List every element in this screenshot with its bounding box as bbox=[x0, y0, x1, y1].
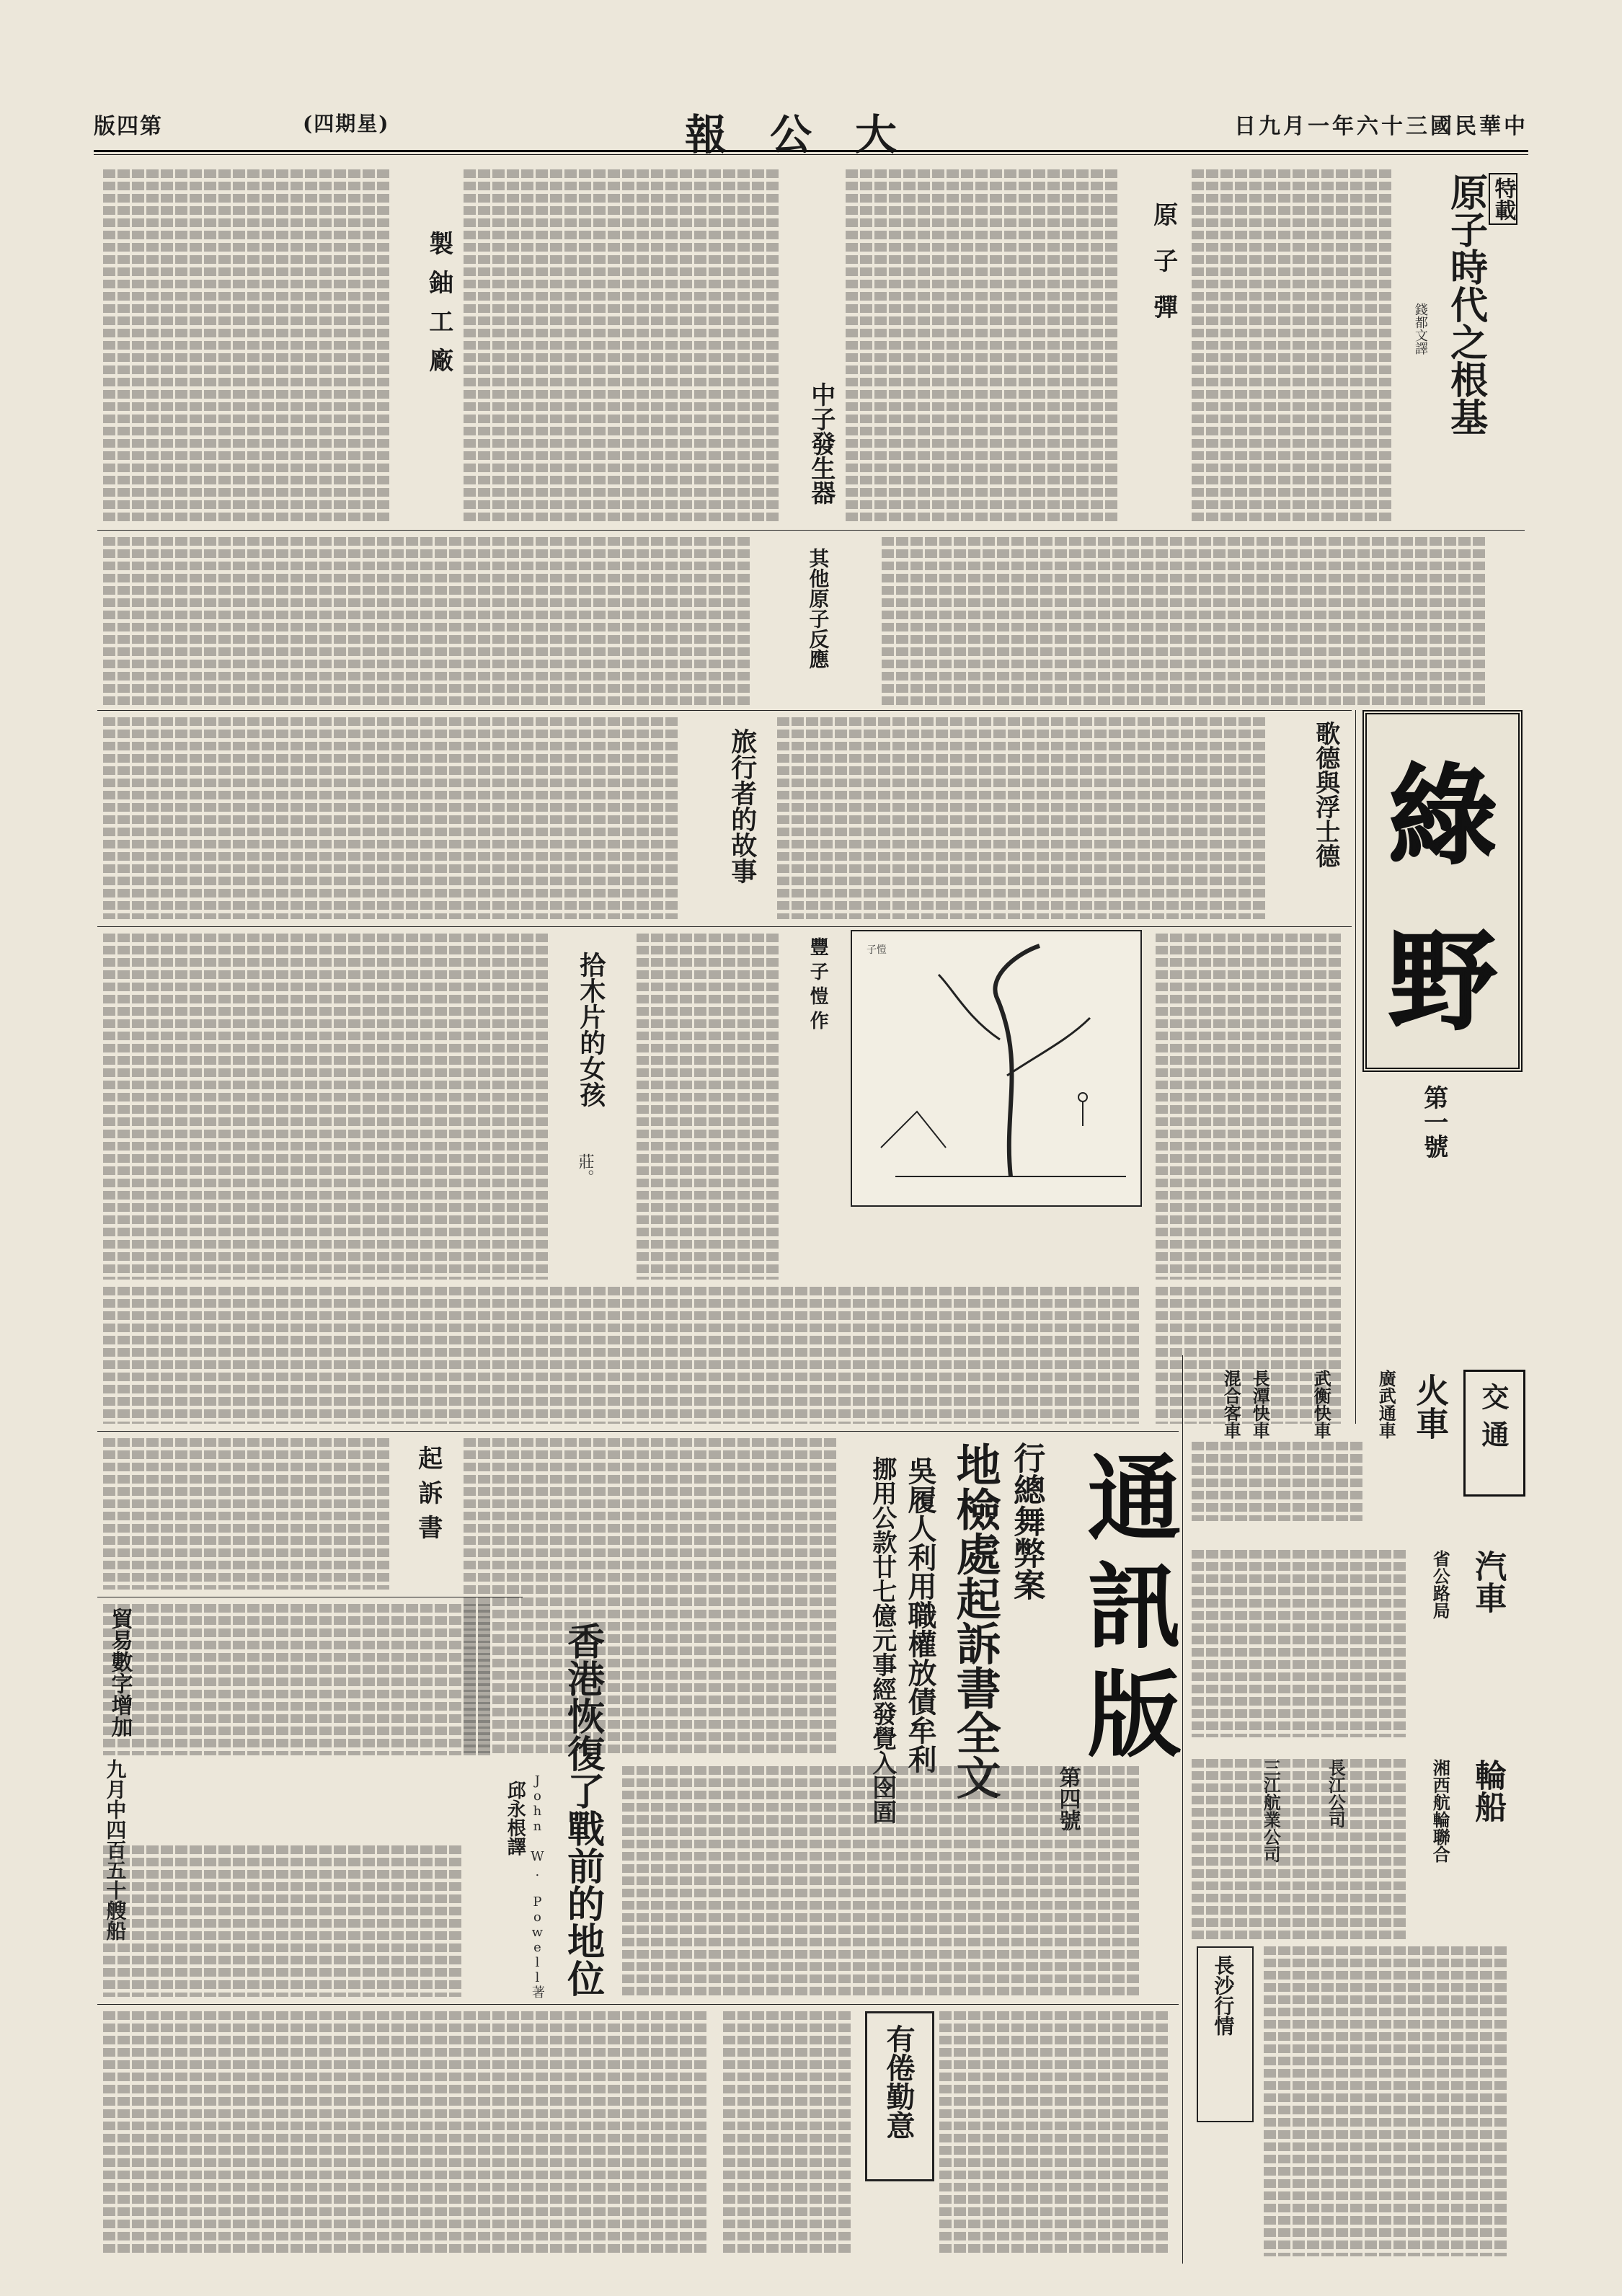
bus-schedule bbox=[1189, 1550, 1420, 1737]
bus-company: 省公路局 bbox=[1430, 1550, 1451, 1619]
headline-3: 吳履人利用職權放債牟利 bbox=[903, 1456, 937, 1773]
bottom-body-left bbox=[101, 2011, 714, 2256]
masthead-rule bbox=[94, 150, 1528, 152]
goethe-title: 歌德與浮士德 bbox=[1311, 721, 1340, 868]
train-heading: 火車 bbox=[1411, 1373, 1450, 1440]
market-prices bbox=[1262, 1946, 1521, 2256]
special-body-3 bbox=[461, 169, 793, 523]
subhead-factory: 製鈾工廠 bbox=[424, 231, 453, 386]
masthead-rule-thin bbox=[94, 154, 1528, 155]
special-body-4 bbox=[101, 169, 411, 523]
headline-4: 挪用公款廿七億元事經發覺入囹圄 bbox=[867, 1456, 897, 1824]
ad-1-text: 有倦勤意 bbox=[882, 2024, 916, 2140]
tongxun-title: 通訊版 bbox=[1072, 1449, 1182, 1773]
bottom-body-mid bbox=[721, 2011, 858, 2256]
issue-date: 日九月一年六十三國民華中 bbox=[1234, 114, 1528, 139]
svg-text:子愷: 子愷 bbox=[867, 944, 887, 956]
green-field-body-bottom bbox=[101, 1287, 1139, 1424]
train-wuheng: 武衡快車 bbox=[1311, 1370, 1332, 1439]
ship-heading: 輪船 bbox=[1469, 1759, 1507, 1822]
indictment-body bbox=[101, 1438, 404, 1590]
green-field-char-2: 野 bbox=[1388, 920, 1497, 1045]
wood-body bbox=[101, 934, 562, 1280]
bottom-body-right bbox=[937, 2011, 1175, 2256]
trade-title: 貿易數字增加 bbox=[107, 1608, 133, 1737]
green-field-char-1: 綠 bbox=[1388, 754, 1497, 879]
subhead-other: 其他原子反應 bbox=[806, 548, 830, 669]
train-changtan: 長潭快車 bbox=[1249, 1370, 1271, 1439]
sketch-illustration bbox=[851, 930, 1142, 1207]
hk-author: John W. Powell著 bbox=[529, 1773, 545, 1998]
page-label: 版四第 bbox=[94, 114, 163, 139]
ship-schedule bbox=[1189, 1759, 1420, 1939]
subhead-neutron: 中子發生器 bbox=[806, 382, 836, 505]
goethe-body bbox=[775, 717, 1301, 919]
hk-title: 香港恢復了戰前的地位 bbox=[560, 1622, 605, 1997]
special-title: 原子時代之根基 bbox=[1443, 173, 1488, 435]
transport-tag: 交通 bbox=[1476, 1383, 1510, 1458]
weekday: (四期星) bbox=[303, 112, 390, 136]
ship-company: 湘西航輪聯合 bbox=[1430, 1759, 1451, 1863]
special-body-1 bbox=[1189, 169, 1406, 523]
special-body-6 bbox=[101, 537, 793, 706]
special-body-2 bbox=[843, 169, 1132, 523]
green-field-body-right bbox=[1153, 934, 1348, 1280]
wood-author: 莊。 bbox=[576, 1153, 595, 1185]
trade-sub: 九月中四百五十艘船 bbox=[103, 1759, 128, 1941]
market-box bbox=[1197, 1946, 1254, 2122]
special-body-5 bbox=[879, 537, 1521, 706]
ship-sanjiang: 三江航業公司 bbox=[1260, 1759, 1282, 1863]
transport-tag-box bbox=[1463, 1370, 1525, 1497]
ship-changjiang: 長江公司 bbox=[1325, 1759, 1347, 1828]
ad-box-1 bbox=[865, 2011, 934, 2181]
train-mixed: 混合客車 bbox=[1220, 1370, 1242, 1439]
section-rule-6 bbox=[97, 2004, 1179, 2005]
changsha-market: 長沙行情 bbox=[1211, 1955, 1236, 2036]
traveler-body bbox=[101, 717, 714, 919]
tree-sketch-icon bbox=[852, 931, 1138, 1202]
bus-heading: 汽車 bbox=[1469, 1550, 1507, 1613]
wood-title: 拾木片的女孩 bbox=[575, 952, 606, 1107]
trade-body-top bbox=[101, 1604, 519, 1755]
sketch-artist: 豐子愷作 bbox=[807, 937, 829, 1035]
green-field-border bbox=[1355, 710, 1356, 1424]
section-rule-2 bbox=[97, 710, 1352, 711]
special-tag: 特載 bbox=[1489, 173, 1517, 225]
headline-2: 地檢處起訴書全文 bbox=[949, 1442, 1002, 1799]
masthead bbox=[94, 101, 1528, 159]
special-author: 錢都文譯 bbox=[1412, 303, 1428, 355]
paper-name: 報公大 bbox=[685, 110, 941, 159]
green-field-body-mid bbox=[634, 934, 793, 1280]
green-field-issue: 第一號 bbox=[1419, 1085, 1448, 1158]
hk-translator: 邱永根譯 bbox=[504, 1781, 526, 1856]
headline-1: 行總舞弊案 bbox=[1008, 1442, 1045, 1600]
train-guangwu: 廣武通車 bbox=[1375, 1370, 1397, 1439]
section-rule-3 bbox=[97, 926, 1352, 927]
tongxun-issue: 第四號 bbox=[1055, 1766, 1081, 1831]
traveler-title: 旅行者的故事 bbox=[727, 728, 758, 884]
section-rule-1 bbox=[97, 530, 1525, 531]
train-schedule bbox=[1189, 1442, 1370, 1521]
green-field-title-box bbox=[1362, 710, 1523, 1072]
section-rule-4 bbox=[97, 1431, 1179, 1432]
hk-body bbox=[101, 1845, 490, 1997]
subhead-bomb: 原子彈 bbox=[1148, 202, 1178, 340]
indictment-heading: 起訴書 bbox=[413, 1445, 443, 1549]
tongxun-body-2 bbox=[620, 1766, 1175, 1997]
